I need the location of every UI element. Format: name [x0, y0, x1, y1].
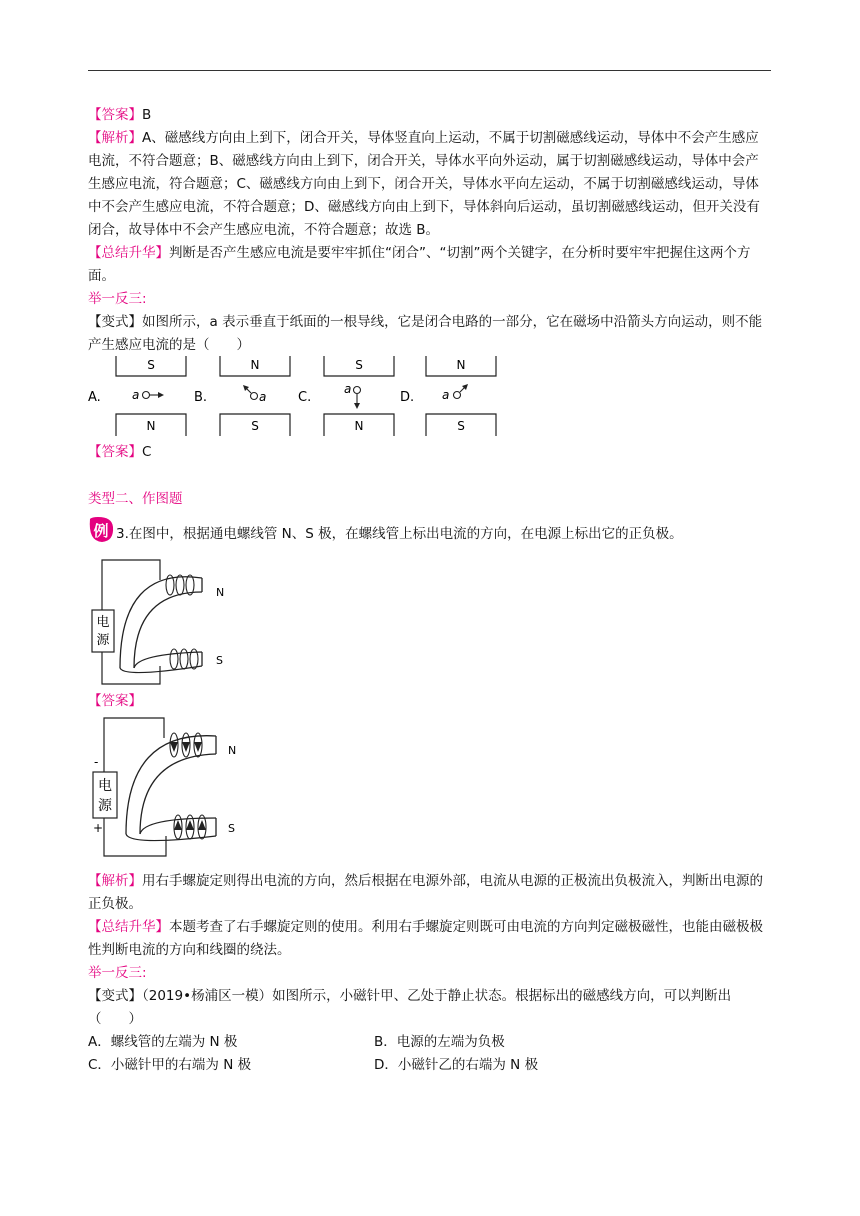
options-figure [86, 356, 506, 438]
pole-n-label: N [216, 586, 225, 599]
top-pole: N [250, 358, 260, 372]
ex1-heading: 举一反三: [88, 291, 147, 307]
option-d[interactable]: D．小磁针乙的右端为 N 极 [374, 1057, 539, 1073]
question-text: （2019•杨浦区一模）如图所示，小磁针甲、乙处于静止状态。根据标出的磁感线方向，可以判断出（ ） [88, 988, 732, 1027]
summary-text: 本题考查了右手螺旋定则的使用。利用右手螺旋定则既可由电流的方向判定磁极磁性，也能由磁极极性判断电流的方向和线圈的绕法。 [88, 919, 763, 958]
plus-label: + [93, 821, 104, 835]
analysis-text: A、磁感线方向由上到下，闭合开关，导体竖直向上运动，不属于切割磁感线运动，导体中不会产生感应电流，不符合题意；B、磁感线方向由上到下，闭合开关，导体水平向外运动，属于切割磁感线运动，导体中会产生感应电流，符合题意；C、磁感线方向由上到下，闭合开关，导体水平向左运动，不属于切割磁感线运动，导体中不会产生感应电流，不符合题意；D、磁感线方向由上到下，导体斜向后运动，虽切割磁感线运动，但开关没有闭合，故导体中不会产生感应电流，不符合题意；故选 B。 [88, 130, 760, 238]
header-rule [88, 70, 771, 71]
option-a-letter: A. [88, 390, 101, 405]
analysis-text: 用右手螺旋定则得出电流的方向，然后根据在电源外部，电流从电源的正极流出负极流入，判断出电源的正负极。 [88, 873, 763, 912]
q1-summary [88, 242, 772, 288]
q1-analysis [88, 127, 772, 242]
top-pole: N [456, 358, 466, 372]
top-pole: S [355, 358, 363, 372]
section-heading: 类型二、作图题 [88, 491, 183, 507]
bottom-pole: S [251, 419, 259, 433]
wire-label: a [442, 388, 450, 402]
option-c-letter: C. [298, 390, 312, 405]
option-a-diagram[interactable] [116, 356, 186, 436]
wire-icon [143, 392, 150, 399]
option-b-letter: B. [194, 390, 208, 405]
wire-label: a [259, 390, 267, 404]
svg-text:例: 例 [93, 522, 109, 540]
svg-text:电: 电 [98, 778, 112, 794]
example-badge-icon [86, 515, 116, 545]
option-c-diagram[interactable] [324, 356, 394, 436]
arrow-down-icon [354, 403, 360, 409]
solenoid-answer-figure [90, 714, 250, 860]
pole-n-label: N [228, 744, 237, 757]
arrow-right-icon [158, 392, 164, 398]
answer-value: B [142, 107, 152, 123]
answer-tag: 【答案】 [88, 107, 142, 123]
q1-answer [88, 104, 772, 127]
example-answer-tag: 【答案】 [88, 693, 142, 709]
example-analysis [88, 870, 772, 916]
option-a[interactable]: A．螺线管的左端为 N 极 [88, 1034, 238, 1050]
wire-label: a [132, 388, 140, 402]
ex2-question [88, 985, 772, 1031]
option-b-diagram[interactable] [220, 356, 290, 436]
pole-s-label: S [216, 654, 223, 667]
analysis-tag: 【解析】 [88, 873, 142, 889]
bottom-pole: S [457, 419, 465, 433]
ex2-heading: 举一反三: [88, 965, 147, 981]
wire-icon [251, 393, 258, 400]
summary-tag: 【总结升华】 [88, 919, 169, 935]
option-b[interactable]: B．电源的左端为负极 [374, 1034, 505, 1050]
example-question: 3.在图中，根据通电螺线管 N、S 极，在螺线管上标出电流的方向，在电源上标出它的正负极。 [116, 526, 683, 542]
minus-label: - [94, 755, 99, 769]
option-d-letter: D. [400, 390, 415, 405]
analysis-tag: 【解析】 [88, 130, 142, 146]
bottom-pole: N [354, 419, 364, 433]
answer-tag: 【答案】 [88, 444, 142, 460]
wire-label: a [344, 382, 352, 396]
svg-text:电: 电 [96, 615, 110, 630]
up-arrow-icons [174, 820, 206, 830]
variant-tag: 【变式】 [88, 988, 142, 1004]
top-pole: S [147, 358, 155, 372]
answer-value: C [142, 444, 152, 460]
variant-tag: 【变式】 [88, 314, 142, 330]
summary-text: 判断是否产生感应电流是要牢牢抓住“闭合”、“切割”两个关键字，在分析时要牢牢把握住这两个方面。 [88, 245, 751, 284]
pole-s-label: S [228, 822, 235, 835]
ex1-answer [88, 441, 772, 464]
bottom-pole: N [146, 419, 156, 433]
wire-icon [354, 387, 361, 394]
summary-tag: 【总结升华】 [88, 245, 169, 261]
example-summary [88, 916, 772, 962]
svg-text:源: 源 [98, 798, 112, 814]
option-c[interactable]: C．小磁针甲的右端为 N 极 [88, 1057, 252, 1073]
svg-text:源: 源 [96, 633, 110, 648]
question-text: 如图所示，a 表示垂直于纸面的一根导线，它是闭合电路的一部分，它在磁场中沿箭头方向运动，则不能产生感应电流的是（ ） [88, 314, 763, 353]
ex1-question [88, 311, 772, 357]
option-d-diagram[interactable] [426, 356, 496, 436]
wire-icon [454, 392, 461, 399]
solenoid-figure [90, 558, 240, 686]
down-arrow-icons [170, 742, 202, 752]
